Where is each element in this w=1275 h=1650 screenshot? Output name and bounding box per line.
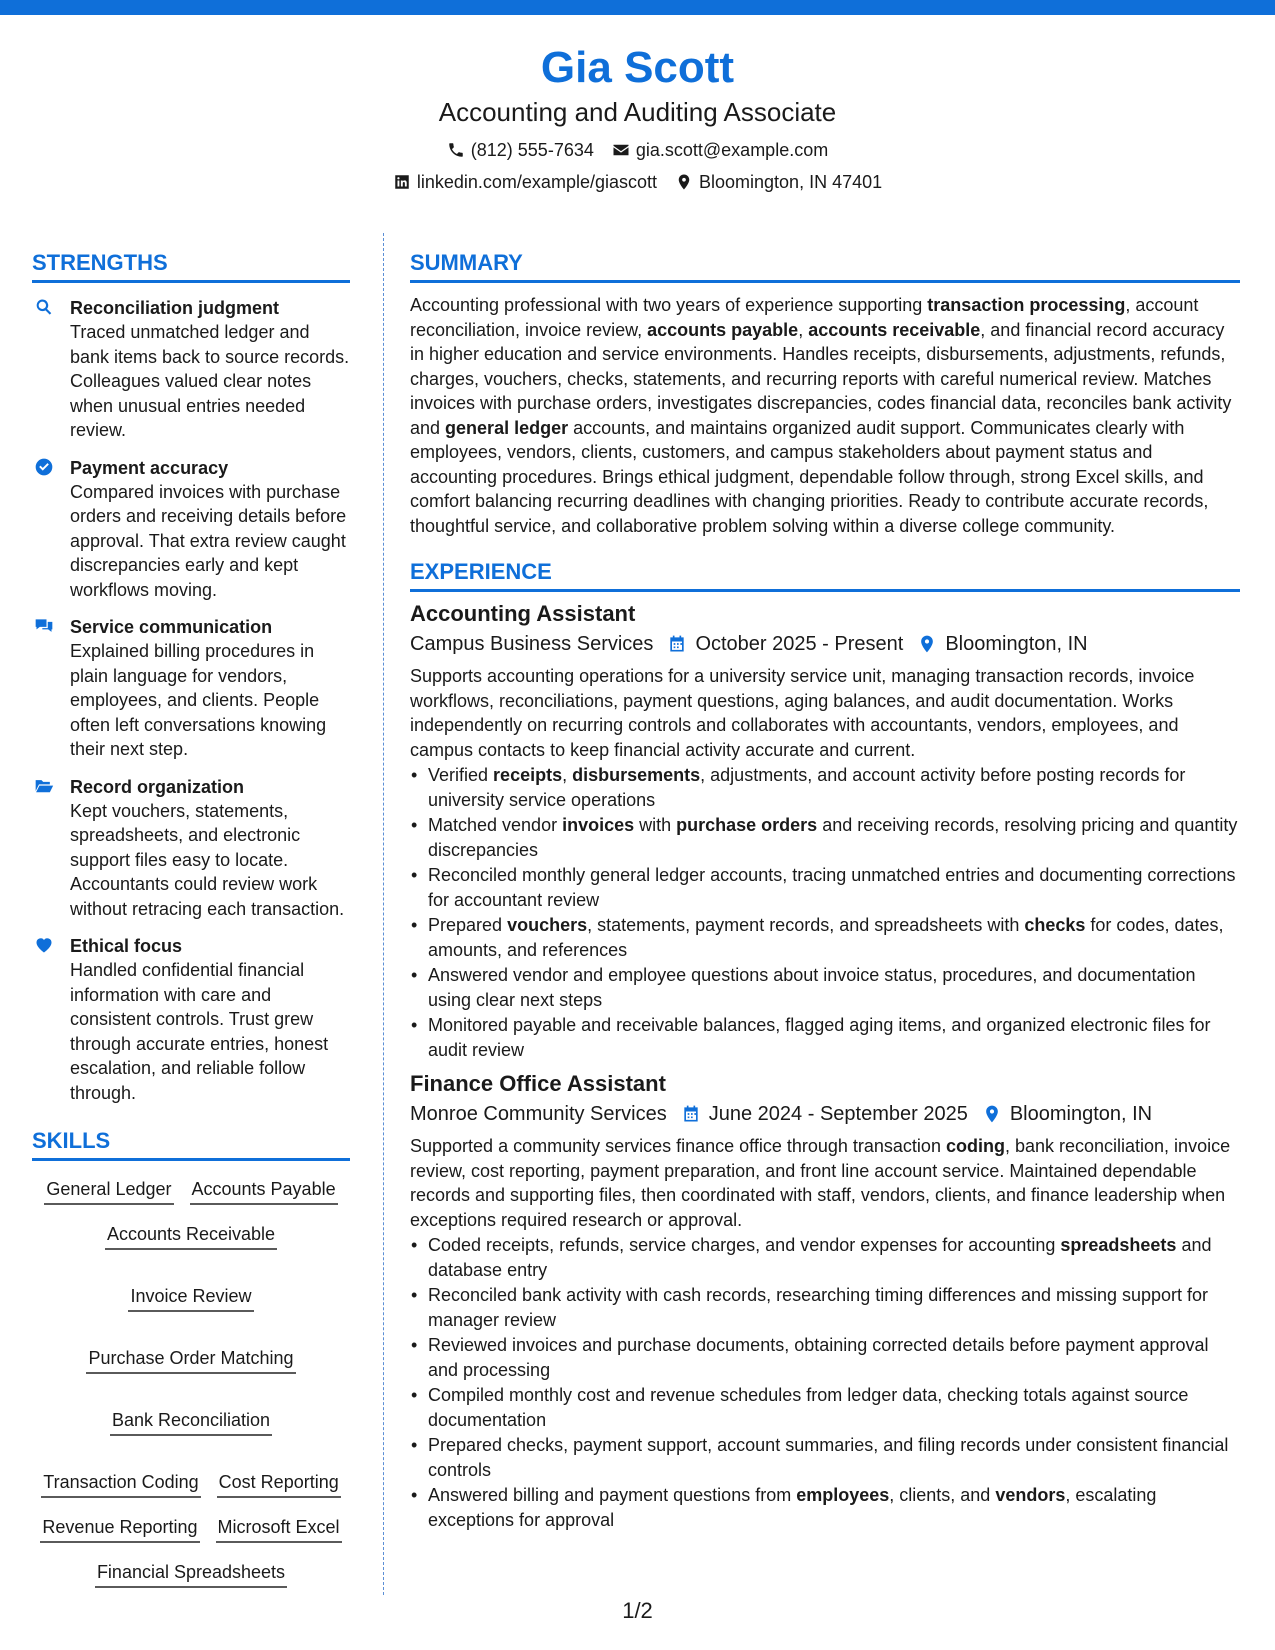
skill-tag: Revenue Reporting — [40, 1515, 199, 1543]
strength-title: Reconciliation judgment — [70, 298, 280, 318]
skill-tag: Financial Spreadsheets — [95, 1560, 287, 1588]
skill-tag: General Ledger — [44, 1177, 173, 1205]
job-entry — [410, 600, 1240, 1062]
page-number: 1/2 — [622, 1598, 653, 1623]
bullet-item: • Answered billing and payment questions from employees, clients, and vendors, escalating exceptions for approval — [428, 1483, 1240, 1532]
skill-tag: Transaction Coding — [41, 1470, 200, 1498]
job-meta — [410, 1100, 1240, 1128]
skills-list — [32, 1177, 350, 1588]
candidate-title: Accounting and Auditing Associate — [438, 97, 837, 127]
resume-header — [0, 40, 1275, 193]
job-meta — [410, 630, 1240, 658]
map-pin-icon — [675, 173, 693, 191]
summary-heading: SUMMARY — [410, 250, 523, 275]
job-dates-text: June 2024 - September 2025 — [708, 1103, 968, 1125]
phone-number: (812) 555-7634 — [470, 140, 594, 160]
job-bullets — [410, 763, 1240, 1062]
skill-tag: Bank Reconciliation — [110, 1408, 272, 1436]
linkedin-url: linkedin.com/example/giascott — [416, 172, 657, 192]
bullet-item: • Reconciled bank activity with cash records, researching timing differences and missing support for manager review — [428, 1283, 1240, 1332]
job-company: Campus Business Services — [410, 633, 654, 655]
envelope-icon — [612, 141, 630, 159]
bullet-item: • Matched vendor invoices with purchase orders and receiving records, resolving pricing and quantity discrepancies — [428, 813, 1240, 862]
job-entry — [410, 1070, 1240, 1532]
summary-text — [410, 293, 1240, 538]
job-description — [410, 664, 1240, 762]
skill-tag: Accounts Payable — [190, 1177, 338, 1205]
strength-item — [32, 615, 350, 762]
strength-item — [32, 775, 350, 922]
skills-section — [32, 1125, 350, 1588]
folder-open-icon — [34, 776, 54, 796]
skill-tag: Purchase Order Matching — [86, 1346, 295, 1374]
bullet-item: • Monitored payable and receivable balances, flagged aging items, and organized electronic files for audit review — [428, 1013, 1240, 1062]
job-bullets — [410, 1233, 1240, 1532]
strength-title: Service communication — [70, 617, 273, 637]
contact-row-1 — [0, 139, 1275, 161]
summary-keyword: accounts payable — [647, 319, 799, 340]
job-description-text: Supports accounting operations for a university service unit, managing transaction records, invoice workflows, reconciliations, payment questions, aging balances, and audit documentation. Works independently on recurring controls and collaborates with accountants, vendors, employees, and campus contacts to keep financial activity accurate and current. — [410, 666, 1195, 760]
summary-rule — [410, 280, 1240, 283]
strength-item — [32, 296, 350, 443]
check-circle-icon — [34, 457, 54, 477]
contact-row-2 — [0, 171, 1275, 193]
skill-tag: Invoice Review — [128, 1284, 253, 1312]
right-column — [410, 247, 1240, 1532]
linkedin-icon — [393, 173, 411, 191]
summary-keyword: transaction processing — [927, 295, 1126, 315]
skill-tag: Microsoft Excel — [216, 1515, 342, 1543]
bullet-item: • Prepared checks, payment support, account summaries, and filing records under consistent financial controls — [428, 1433, 1240, 1482]
map-pin-icon — [917, 634, 937, 654]
linkedin-contact[interactable] — [393, 171, 657, 193]
location-contact — [675, 171, 882, 193]
job-dates — [667, 630, 903, 658]
experience-rule — [410, 589, 1240, 592]
strength-item — [32, 934, 350, 1105]
strength-body: Traced unmatched ledger and bank items back to source records. Colleagues valued clear notes when unusual entries needed review. — [70, 322, 350, 440]
job-title: Finance Office Assistant — [410, 1071, 666, 1096]
strength-title: Ethical focus — [70, 936, 183, 956]
summary-part: , and financial record accuracy in higher education and service environments. Handles receipts, disbursements, adjustments, refunds, charges, vouchers, checks, statements, and recurring reports with careful numerical review. Matches invoices with purchase orders, investigates discrepancies, codes financial data, reconciles bank activity and — [410, 319, 1232, 438]
job-location — [982, 1100, 1152, 1128]
job-location — [917, 630, 1087, 658]
strengths-rule — [32, 280, 350, 283]
strength-body: Explained billing procedures in plain language for vendors, employees, and clients. People often left conversations knowing their next step. — [70, 641, 327, 759]
bullet-item: • Prepared vouchers, statements, payment records, and spreadsheets with checks for codes, dates, amounts, and references — [428, 913, 1240, 962]
calendar-icon — [667, 634, 687, 654]
phone-contact[interactable] — [447, 139, 594, 161]
skill-tag: Cost Reporting — [217, 1470, 341, 1498]
bullet-item: • Compiled monthly cost and revenue schedules from ledger data, checking totals against source documentation — [428, 1383, 1240, 1432]
strengths-heading: STRENGTHS — [32, 250, 168, 275]
skill-tag: Accounts Receivable — [105, 1222, 277, 1250]
top-accent-bar — [0, 0, 1275, 15]
summary-part: Accounting professional with two years of experience supporting — [410, 295, 928, 315]
strength-body: Handled confidential financial information with care and consistent controls. Trust grew through accurate entries, honest escalation, and reliable follow through. — [70, 960, 329, 1103]
bullet-item: • Verified receipts, disbursements, adjustments, and account activity before posting records for university service operations — [428, 763, 1240, 812]
phone-icon — [447, 141, 465, 159]
calendar-icon — [681, 1104, 701, 1124]
summary-part: , account reconciliation, invoice review, — [410, 295, 1199, 340]
skills-rule — [32, 1158, 350, 1161]
comments-icon — [34, 616, 54, 636]
column-divider — [383, 233, 384, 1595]
summary-part: , — [798, 319, 809, 340]
strength-title: Record organization — [70, 776, 245, 797]
strength-item — [32, 456, 350, 603]
job-company: Monroe Community Services — [410, 1103, 667, 1125]
candidate-name: Gia Scott — [540, 43, 735, 92]
experience-section — [410, 556, 1240, 1532]
bullet-item: • Reviewed invoices and purchase documents, obtaining corrected details before payment approval and processing — [428, 1333, 1240, 1382]
job-location-text: Bloomington, IN — [945, 633, 1088, 655]
bullet-item: • Answered vendor and employee questions about invoice status, procedures, and documentation using clear next steps — [428, 963, 1240, 1012]
location-text: Bloomington, IN 47401 — [699, 172, 883, 192]
search-icon — [34, 297, 54, 317]
summary-part: accounts, and maintains organized audit support. Communicates clearly with employees, vendors, clients, customers, and campus stakeholders about payment status and accounting procedures. Brings ethical judgment, dependable follow through, strong Excel skills, and comfort balancing recurring deadlines with changing priorities. Ready to contribute accurate records, thoughtful service, and collaborative problem solving within a diverse college community. — [410, 417, 1209, 536]
summary-keyword: accounts receivable — [808, 319, 981, 340]
job-dates-text: October 2025 - Present — [695, 633, 904, 655]
summary-keyword: general ledger — [445, 417, 569, 438]
strength-body: Compared invoices with purchase orders and receiving details before approval. That extra review caught discrepancies early and kept workflows moving. — [70, 481, 347, 600]
bullet-item: • Coded receipts, refunds, service charges, and vendor expenses for accounting spreadsheets and database entry — [428, 1233, 1240, 1282]
strength-body: Kept vouchers, statements, spreadsheets, and electronic support files easy to locate. Accountants could review work without retracing each transaction. — [70, 800, 345, 919]
job-title: Accounting Assistant — [410, 601, 636, 626]
email-contact[interactable] — [612, 139, 828, 161]
summary-section — [410, 247, 1240, 538]
bullet-item: • Reconciled monthly general ledger accounts, tracing unmatched entries and documenting corrections for accountant review — [428, 863, 1240, 912]
job-location-text: Bloomington, IN — [1009, 1103, 1153, 1125]
experience-heading: EXPERIENCE — [410, 559, 552, 584]
map-pin-icon — [982, 1104, 1002, 1124]
strengths-section — [32, 247, 350, 1105]
job-dates — [681, 1100, 968, 1128]
heart-icon — [34, 935, 54, 955]
left-column — [32, 247, 350, 1588]
job-description: Supported a community services finance office through transaction coding, bank reconciliation, invoice review, cost reporting, payment preparation, and front line account service. Maintained dependable records and supporting files, then coordinated with staff, vendors, clients, and finance leadership when exceptions required research or approval. — [410, 1136, 1231, 1230]
strength-title: Payment accuracy — [70, 457, 229, 478]
skills-heading: SKILLS — [32, 1128, 111, 1153]
email-address: gia.scott@example.com — [635, 140, 829, 160]
